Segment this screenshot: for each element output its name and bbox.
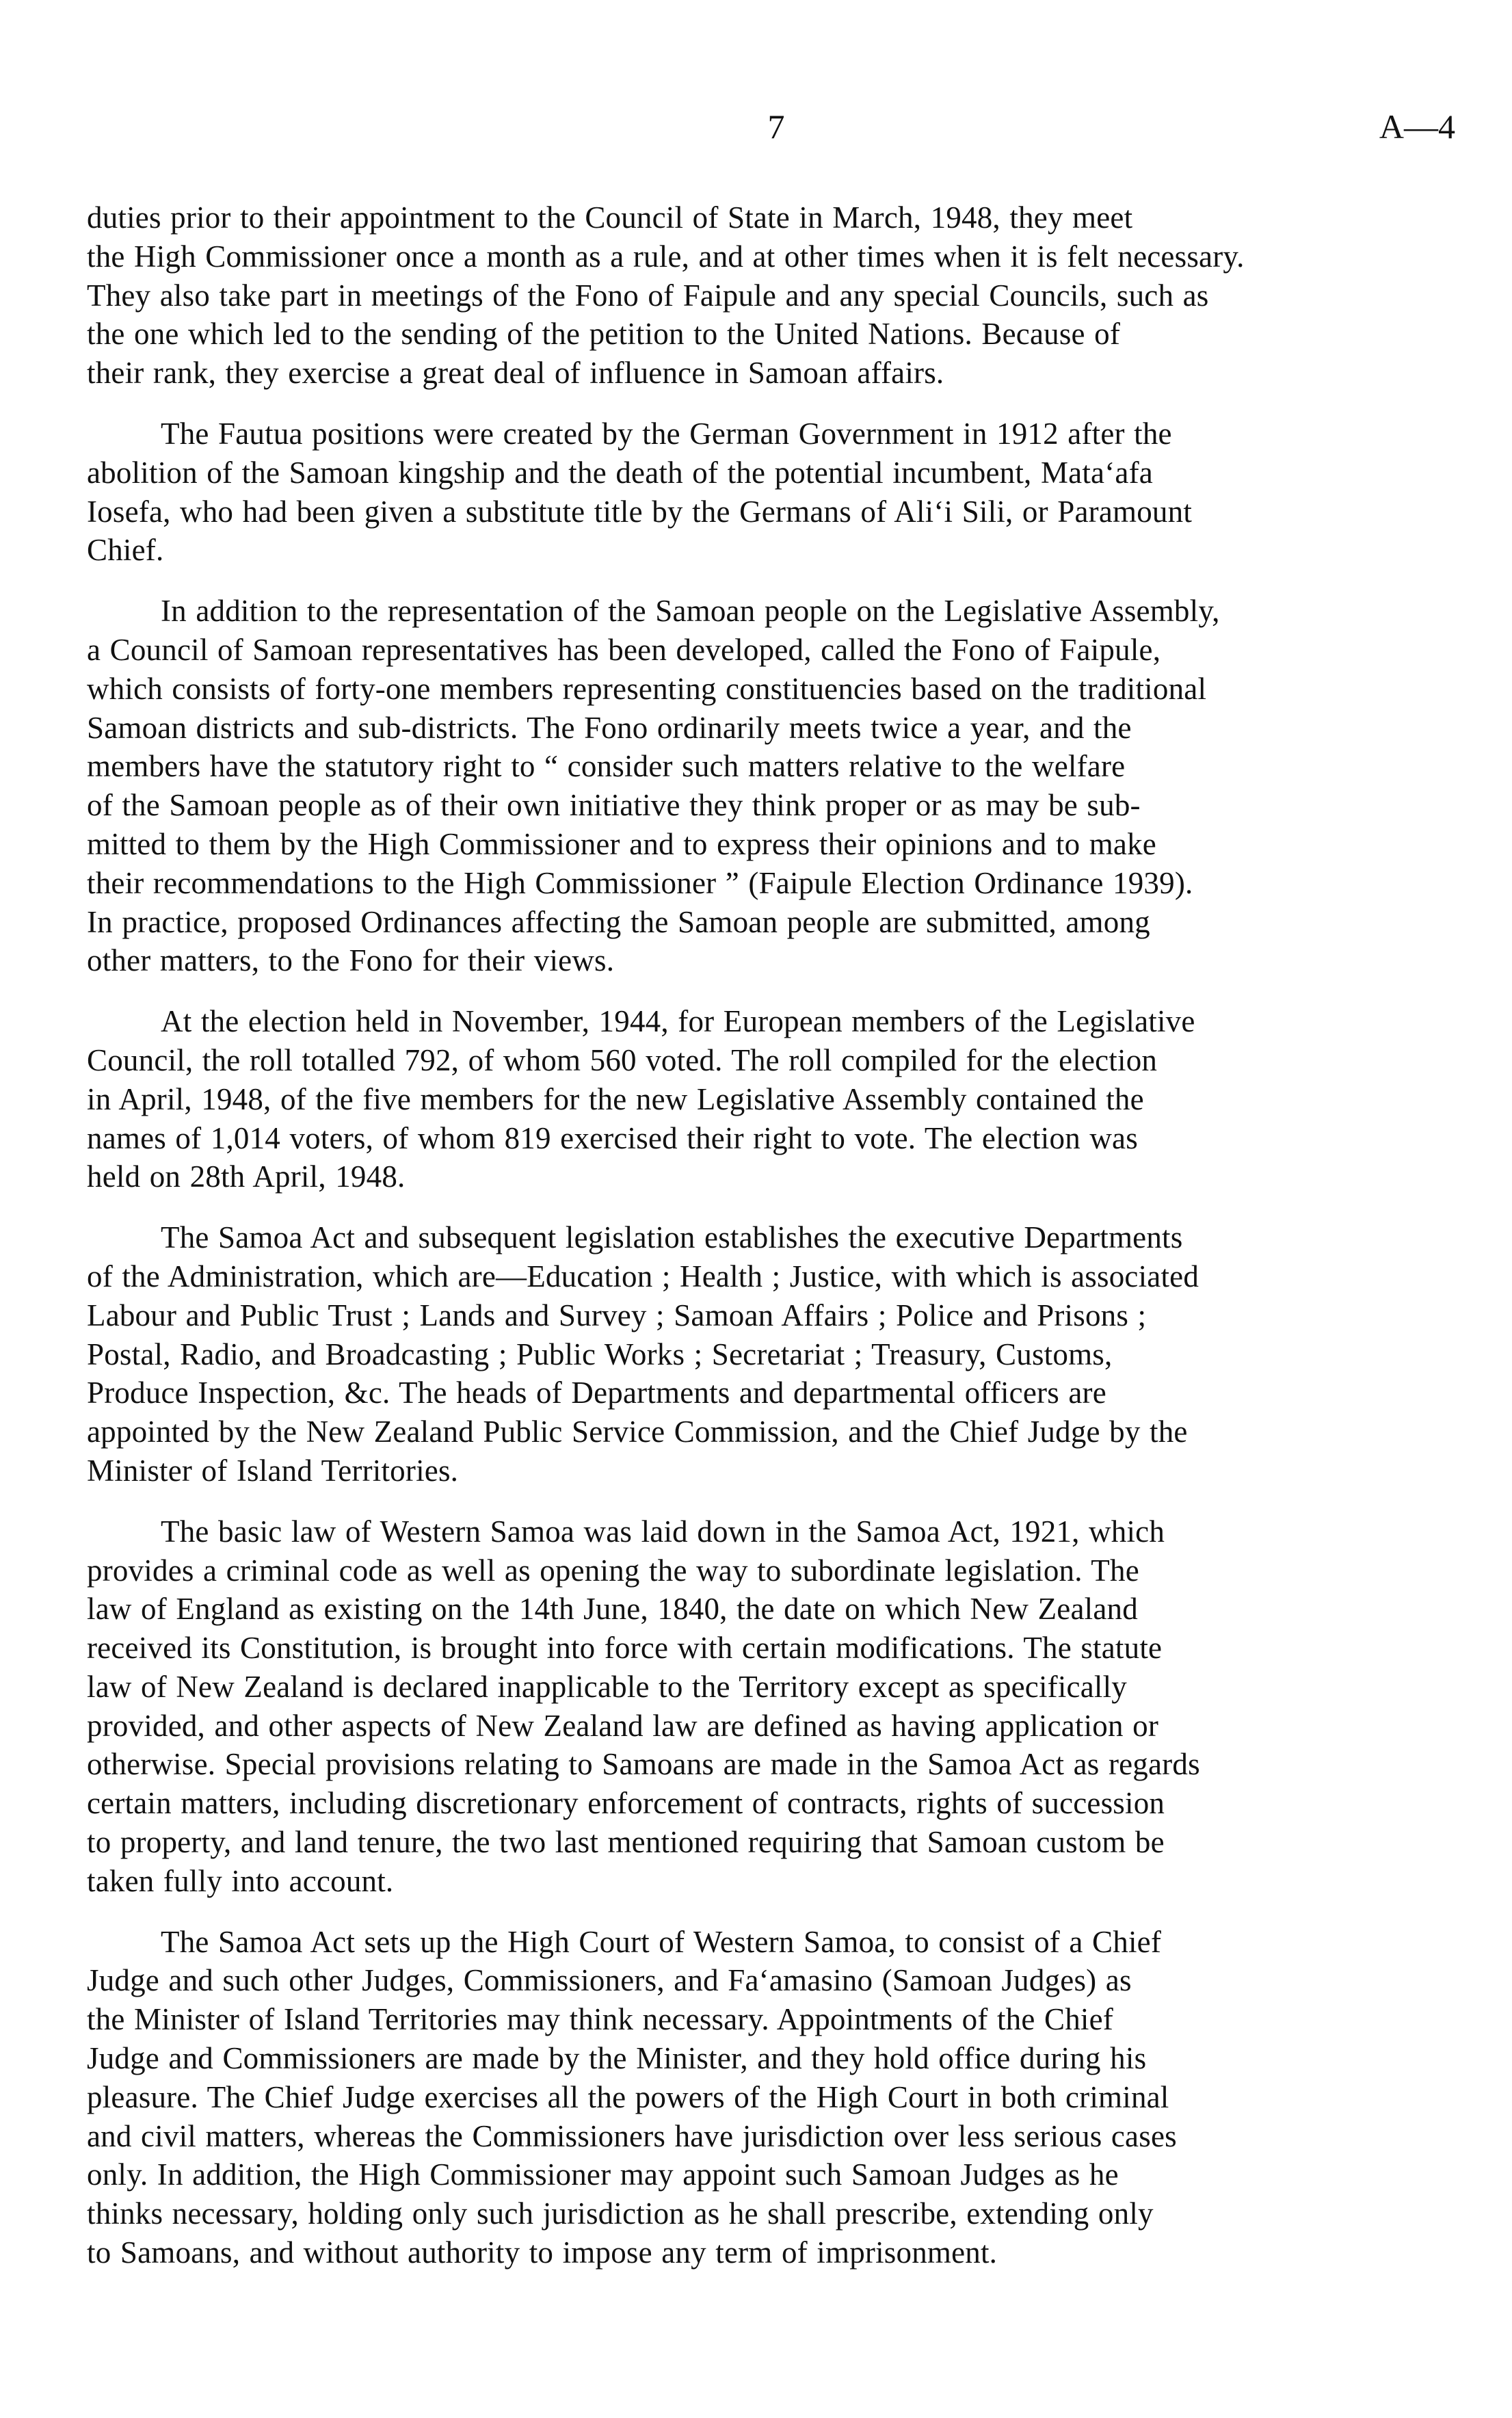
- text-line: [87, 631, 1457, 670]
- text-line: [87, 1590, 1457, 1629]
- text-line-content: Postal, Radio, and Broadcasting ; Public Works ; Secretariat ; Treasury, Customs,: [87, 1337, 1113, 1371]
- text-line-content: duties prior to their appointment to the Council of State in March, 1948, they meet: [87, 200, 1133, 235]
- text-line: [87, 531, 1457, 570]
- text-line: [87, 1668, 1457, 1707]
- text-line-content: their recommendations to the High Commissioner ” (Faipule Election Ordinance 1939).: [87, 865, 1193, 900]
- text-line-content: Council, the roll totalled 792, of whom 560 voted. The roll compiled for the election: [87, 1042, 1158, 1077]
- text-line: [87, 2117, 1457, 2156]
- text-line-content: They also take part in meetings of the Fono of Faipule and any special Councils, such as: [87, 278, 1209, 313]
- text-line-content: names of 1,014 voters, of whom 819 exercised their right to vote. The election was: [87, 1120, 1138, 1155]
- text-line-content: of the Administration, which are—Education ; Health ; Justice, with which is associated: [87, 1259, 1199, 1293]
- text-line: [87, 1551, 1457, 1590]
- text-line-content: Iosefa, who had been given a substitute title by the Germans of Ali‘i Sili, or Paramount: [87, 494, 1193, 529]
- text-line-content: The Fautua positions were created by the German Government in 1912 after the: [161, 416, 1172, 451]
- text-line: [87, 1041, 1457, 1080]
- document-reference: A—4: [1379, 107, 1455, 146]
- text-line-content: In practice, proposed Ordinances affecting the Samoan people are submitted, among: [87, 904, 1150, 939]
- body-text: [87, 198, 1457, 2294]
- text-line: [87, 747, 1457, 786]
- text-line: [87, 1080, 1457, 1119]
- text-line-content: the High Commissioner once a month as a rule, and at other times when it is felt necessary.: [87, 239, 1245, 274]
- text-line-content: The Samoa Act sets up the High Court of Western Samoa, to consist of a Chief: [161, 1924, 1162, 1959]
- text-line-content: Judge and such other Judges, Commissioners, and Fa‘amasino (Samoan Judges) as: [87, 1963, 1132, 1998]
- text-line-content: thinks necessary, holding only such jurisdiction as he shall prescribe, extending only: [87, 2196, 1154, 2231]
- text-line: [87, 2078, 1457, 2117]
- text-line: [87, 237, 1457, 276]
- text-line: [87, 1512, 1457, 1551]
- text-line: [87, 1451, 1457, 1490]
- text-line: [87, 276, 1457, 315]
- text-line: [87, 2039, 1457, 2078]
- text-line-content: mitted to them by the High Commissioner and to express their opinions and to make: [87, 826, 1156, 861]
- text-line-content: taken fully into account.: [87, 1863, 394, 1898]
- text-line-content: Minister of Island Territories.: [87, 1453, 459, 1488]
- text-line: [87, 709, 1457, 748]
- text-line-content: and civil matters, whereas the Commissioners have jurisdiction over less serious cases: [87, 2118, 1177, 2153]
- text-line: [87, 786, 1457, 825]
- text-line-content: to property, and land tenure, the two last mentioned requiring that Samoan custom be: [87, 1825, 1165, 1860]
- text-line-content: Produce Inspection, &c. The heads of Departments and departmental officers are: [87, 1376, 1106, 1410]
- text-line-content: their rank, they exercise a great deal of influence in Samoan affairs.: [87, 356, 944, 391]
- text-line-content: to Samoans, and without authority to impose any term of imprisonment.: [87, 2235, 998, 2270]
- text-line: [87, 315, 1457, 354]
- paragraph: [87, 1512, 1457, 1901]
- text-line: [87, 1823, 1457, 1862]
- text-line: [87, 1412, 1457, 1451]
- text-line: [87, 492, 1457, 531]
- text-line-content: held on 28th April, 1948.: [87, 1159, 406, 1194]
- text-line: [87, 2194, 1457, 2233]
- text-line: [87, 454, 1457, 492]
- paragraph: [87, 415, 1457, 570]
- text-line: [87, 1923, 1457, 1962]
- text-line-content: Chief.: [87, 533, 164, 568]
- text-line-content: abolition of the Samoan kingship and the death of the potential incumbent, Mata‘afa: [87, 455, 1153, 490]
- text-line: [87, 1218, 1457, 1257]
- text-line-content: the Minister of Island Territories may think necessary. Appointments of the Chief: [87, 2002, 1113, 2037]
- text-line: [87, 1119, 1457, 1158]
- text-line: [87, 1374, 1457, 1412]
- text-line-content: provides a criminal code as well as opening the way to subordinate legislation. The: [87, 1553, 1139, 1588]
- text-line-content: a Council of Samoan representatives has been developed, called the Fono of Faipule,: [87, 632, 1161, 667]
- page-number: 7: [767, 107, 785, 146]
- text-line: [87, 903, 1457, 942]
- text-line-content: Samoan districts and sub-districts. The Fono ordinarily meets twice a year, and the: [87, 710, 1132, 745]
- text-line-content: other matters, to the Fono for their views.: [87, 943, 615, 978]
- text-line: [87, 1296, 1457, 1335]
- text-line: [87, 670, 1457, 709]
- text-line-content: received its Constitution, is brought into force with certain modifications. The statute: [87, 1631, 1163, 1666]
- text-line: [87, 198, 1457, 237]
- text-line-content: appointed by the New Zealand Public Service Commission, and the Chief Judge by the: [87, 1415, 1188, 1449]
- text-line: [87, 354, 1457, 393]
- text-line-content: The basic law of Western Samoa was laid down in the Samoa Act, 1921, which: [161, 1514, 1165, 1549]
- text-line-content: of the Samoan people as of their own initiative they think proper or as may be sub-: [87, 788, 1141, 823]
- text-line-content: Labour and Public Trust ; Lands and Survey ; Samoan Affairs ; Police and Prisons ;: [87, 1298, 1147, 1332]
- text-line: [87, 1784, 1457, 1823]
- text-line-content: otherwise. Special provisions relating to Samoans are made in the Samoa Act as regards: [87, 1747, 1200, 1782]
- paragraph: [87, 1002, 1457, 1196]
- text-line: [87, 1002, 1457, 1041]
- paragraph: [87, 1923, 1457, 2272]
- text-line: [87, 592, 1457, 631]
- text-line: [87, 864, 1457, 903]
- text-line: [87, 825, 1457, 864]
- text-line: [87, 2000, 1457, 2039]
- text-line-content: The Samoa Act and subsequent legislation establishes the executive Departments: [161, 1220, 1183, 1255]
- text-line: [87, 2155, 1457, 2194]
- text-line: [87, 941, 1457, 980]
- paragraph: [87, 592, 1457, 980]
- text-line-content: pleasure. The Chief Judge exercises all the powers of the High Court in both criminal: [87, 2079, 1169, 2114]
- text-line: [87, 1157, 1457, 1196]
- paragraph: [87, 198, 1457, 393]
- text-line: [87, 1745, 1457, 1784]
- text-line: [87, 1961, 1457, 2000]
- text-line-content: which consists of forty-one members representing constituencies based on the traditional: [87, 671, 1207, 706]
- page-header: [0, 103, 1512, 150]
- text-line: [87, 1257, 1457, 1296]
- text-line-content: certain matters, including discretionary enforcement of contracts, rights of succession: [87, 1786, 1165, 1821]
- text-line: [87, 1629, 1457, 1668]
- text-line-content: At the election held in November, 1944, for European members of the Legislative: [161, 1004, 1195, 1039]
- text-line-content: law of New Zealand is declared inapplicable to the Territory except as specifically: [87, 1669, 1127, 1704]
- text-line: [87, 415, 1457, 454]
- text-line-content: Judge and Commissioners are made by the Minister, and they hold office during his: [87, 2041, 1147, 2076]
- text-line: [87, 2233, 1457, 2272]
- text-line: [87, 1707, 1457, 1746]
- text-line-content: only. In addition, the High Commissioner may appoint such Samoan Judges as he: [87, 2157, 1119, 2192]
- text-line-content: law of England as existing on the 14th June, 1840, the date on which New Zealand: [87, 1592, 1138, 1627]
- text-line: [87, 1862, 1457, 1901]
- paragraph: [87, 1218, 1457, 1490]
- text-line-content: In addition to the representation of the Samoan people on the Legislative Assembly,: [161, 594, 1220, 629]
- text-line-content: members have the statutory right to “ consider such matters relative to the welfare: [87, 749, 1126, 784]
- text-line-content: the one which led to the sending of the petition to the United Nations. Because of: [87, 317, 1121, 352]
- text-line-content: provided, and other aspects of New Zealand law are defined as having application or: [87, 1708, 1159, 1743]
- text-line-content: in April, 1948, of the five members for the new Legislative Assembly contained the: [87, 1081, 1144, 1116]
- text-line: [87, 1335, 1457, 1374]
